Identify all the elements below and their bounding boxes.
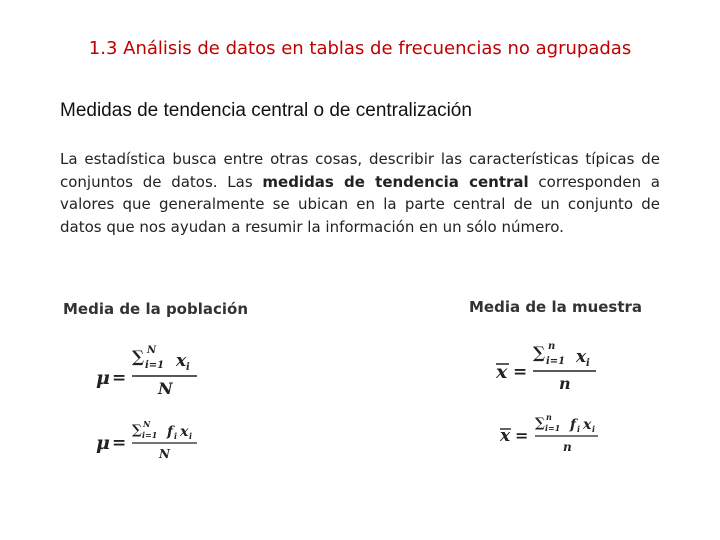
denominator: n bbox=[563, 440, 572, 454]
term-x-subscript: i bbox=[592, 424, 596, 434]
sigma-symbol: ∑ bbox=[535, 416, 545, 431]
sample-weighted-mean-formula bbox=[495, 410, 605, 463]
section-subtitle: Medidas de tendencia central o de centralización bbox=[60, 100, 472, 121]
x-bar-symbol: x bbox=[500, 426, 511, 446]
lower-limit: i=1 bbox=[142, 430, 158, 440]
term-x: x bbox=[583, 417, 592, 433]
sigma-symbol: ∑ bbox=[533, 343, 546, 362]
upper-limit: N bbox=[147, 345, 157, 356]
term-f: f bbox=[570, 417, 577, 433]
slide-title: 1.3 Análisis de datos en tablas de frecuencias no agrupadas bbox=[88, 38, 632, 59]
denominator: N bbox=[158, 379, 173, 398]
lower-limit: i=1 bbox=[145, 360, 165, 371]
term-x-subscript: i bbox=[189, 431, 193, 441]
equals-sign: = bbox=[112, 433, 127, 453]
term-f-subscript: i bbox=[577, 424, 581, 434]
equals-sign: = bbox=[515, 426, 529, 445]
paragraph-bold-term: medidas de tendencia central bbox=[262, 172, 529, 191]
equals-sign: = bbox=[513, 362, 528, 382]
term-f-subscript: i bbox=[174, 431, 178, 441]
upper-limit: n bbox=[546, 412, 552, 422]
equals-sign: = bbox=[112, 368, 127, 388]
term-x: x bbox=[576, 347, 587, 367]
paragraph-text-after: corresponden a valores que generalmente se ubican en la parte central de un conjunto de datos que nos ayudan a resumir la información en un sólo número. bbox=[60, 172, 660, 236]
mu-symbol: μ bbox=[96, 432, 110, 454]
description-paragraph bbox=[60, 148, 660, 238]
population-weighted-mean-formula bbox=[96, 416, 206, 469]
mu-symbol: μ bbox=[96, 367, 110, 389]
upper-limit: N bbox=[143, 419, 151, 429]
term-subscript: i bbox=[186, 362, 190, 373]
term-x: x bbox=[180, 424, 189, 440]
denominator: N bbox=[159, 447, 170, 461]
upper-limit: n bbox=[548, 341, 556, 352]
sigma-symbol: ∑ bbox=[132, 423, 142, 438]
population-mean-formula bbox=[96, 340, 206, 405]
sigma-symbol: ∑ bbox=[132, 347, 145, 366]
sample-mean-heading: Media de la muestra bbox=[469, 298, 643, 316]
population-mean-heading: Media de la población bbox=[63, 300, 249, 318]
term-x: x bbox=[176, 351, 187, 371]
lower-limit: i=1 bbox=[546, 356, 566, 367]
paragraph-text-before: La estadística busca entre otras cosas, describir las características típicas de conjuntos de datos. Las bbox=[60, 150, 660, 191]
sample-mean-formula bbox=[495, 338, 605, 403]
term-subscript: i bbox=[586, 358, 590, 369]
denominator: n bbox=[559, 374, 571, 393]
x-bar-symbol: x bbox=[496, 361, 508, 383]
lower-limit: i=1 bbox=[545, 423, 561, 433]
term-f: f bbox=[167, 424, 174, 440]
